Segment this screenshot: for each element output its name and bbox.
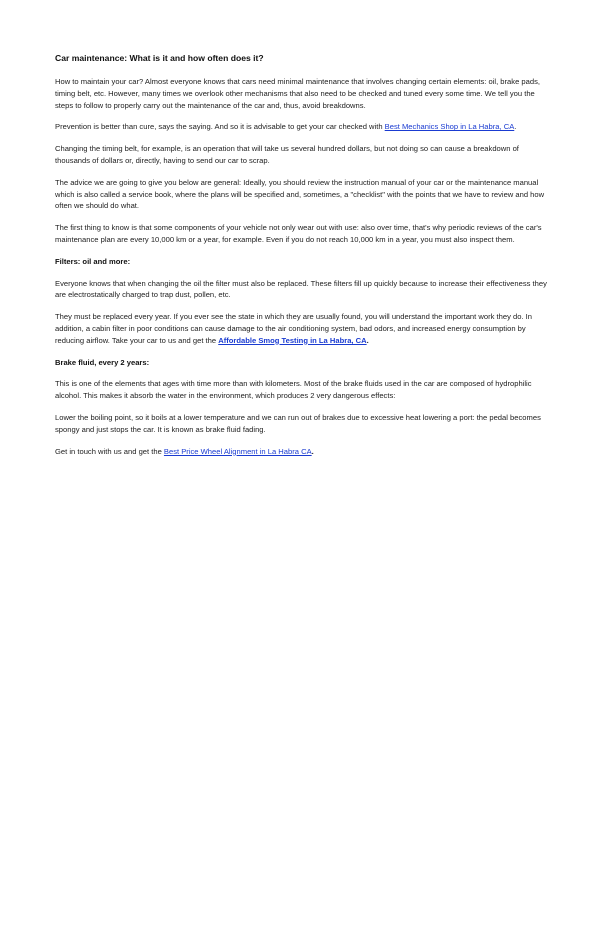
paragraph-boiling-point: Lower the boiling point, so it boils at a lower temperature and we can run out of brakes due to excessive heat lowering a port: the pedal becomes spongy and just stops the car. It is known as brake fluid fading. [55, 412, 541, 434]
paragraph-timing-belt: Changing the timing belt, for example, is an operation that will take us several hundred dollars, but not doing so can cause a breakdown of thousands of dollars or, directly, having to send our car to scrap. [55, 144, 519, 165]
wheel-alignment-link[interactable]: Best Price Wheel Alignment in La Habra CA [163, 446, 312, 456]
paragraph-text: Get in touch with us and get the [55, 446, 164, 456]
heading-brake-fluid: Brake fluid, every 2 years: [55, 357, 150, 367]
paragraph-end: . [366, 335, 369, 345]
paragraph-replace-filters [55, 311, 547, 346]
smog-testing-link[interactable]: Affordable Smog Testing in La Habra, CA [218, 335, 367, 345]
paragraph-advice: The advice we are going to give you below are general: Ideally, you should review the instruction manual of your car or the maintenance manual which is also called a service book, where the plans will be specified and, sometimes, a "checklist" with the points that we have to review and how often we should do what. [55, 177, 545, 211]
paragraph-contact [55, 446, 547, 458]
paragraph-components: The first thing to know is that some components of your vehicle not only wear out with use: also over time, that's why periodic reviews of the car's maintenance plan are every 10,000 km or a year, for example. Even if you do not reach 10,000 km in a year, you must also inspect them. [55, 223, 542, 244]
mechanics-shop-link[interactable]: Best Mechanics Shop in La Habra, CA [384, 122, 515, 132]
article-title: Car maintenance: What is it and how often does it? [55, 53, 264, 63]
paragraph-oil-filter: Everyone knows that when changing the oil the filter must also be replaced. These filters fill up quickly because to increase their effectiveness they are electrostatically charged to trap dust, pollen, etc. [55, 278, 547, 300]
paragraph-brake-fluid: This is one of the elements that ages with time more than with kilometers. Most of the brake fluids used in the car are composed of hydrophilic alcohol. This makes it absorb the water in the environment, which produces 2 very dangerous effects: [55, 379, 532, 401]
paragraph-text: They must be replaced every year. If you ever see the state in which they are usually found, you will understand the important work they do. In addition, a cabin filter in poor conditions can cause damage to the air conditioning system, bad odors, and increased energy consumption by reducing airflow. Take your car to us and get the [55, 312, 532, 345]
paragraph-end: . [514, 122, 517, 132]
paragraph-text: Prevention is better than cure, says the saying. And so it is advisable to get your car checked with [55, 122, 385, 132]
document-page [55, 52, 547, 467]
paragraph-end: . [311, 446, 314, 456]
paragraph-prevention [55, 121, 547, 133]
paragraph-intro: How to maintain your car? Almost everyone knows that cars need minimal maintenance that involves changing certain elements: oil, brake pads, timing belt, etc. However, many times we overlook other mechanisms that also need to be checked and tuned every some time. We tell you the steps to follow to properly carry out the maintenance of the car and, thus, avoid breakdowns. [55, 77, 540, 110]
heading-filters: Filters: oil and more: [55, 256, 131, 266]
